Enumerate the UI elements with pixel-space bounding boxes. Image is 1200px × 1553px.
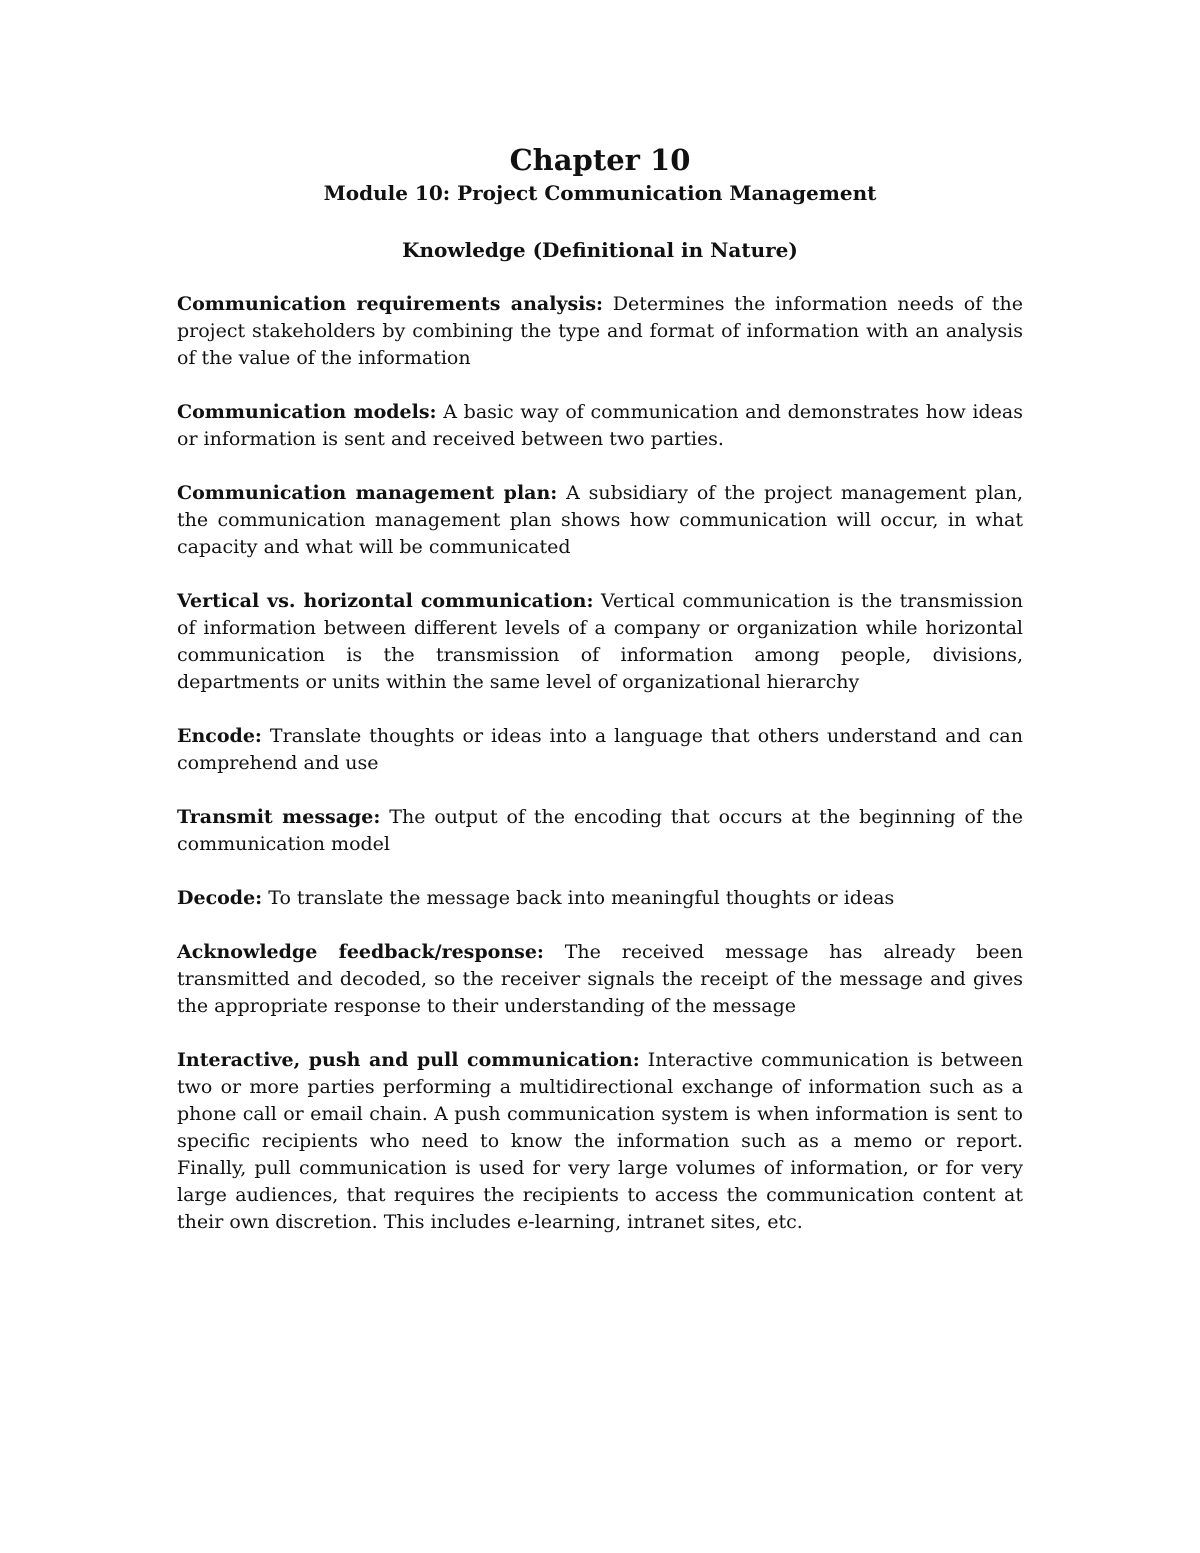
- definition-term: Communication management plan:: [177, 482, 558, 504]
- definition-term: Acknowledge feedback/response:: [177, 941, 544, 963]
- definition-text: A basic way of communication and demonstrates how ideas or information is sent and received between two parties.: [177, 401, 1023, 450]
- definition-communication-management-plan: [177, 480, 1023, 561]
- document-content: [177, 140, 1023, 1263]
- definition-text: The received message has already been transmitted and decoded, so the receiver signals the receipt of the message and gives the appropriate response to their understanding of the message: [177, 941, 1024, 1017]
- definition-text: Interactive communication is between two or more parties performing a multidirectional exchange of information such as a phone call or email chain. A push communication system is when information is sent to specific recipients who need to know the information such as a memo or report. Finally, pull communication is used for very large volumes of information, or for very large audiences, that requires the recipients to access the communication content at their own discretion. This includes e-learning, intranet sites, etc.: [177, 1049, 1023, 1233]
- definition-encode: [177, 723, 1023, 777]
- definition-term: Encode:: [177, 725, 262, 747]
- definition-decode: [177, 885, 1023, 912]
- module-title: Module 10: Project Communication Management: [323, 181, 877, 205]
- definition-acknowledge-feedback-response: [177, 939, 1023, 1020]
- definition-communication-models: [177, 399, 1023, 453]
- definition-term: Communication models:: [177, 401, 437, 423]
- definition-text: The output of the encoding that occurs at the beginning of the communication model: [177, 806, 1023, 855]
- definition-transmit-message: [177, 804, 1023, 858]
- definition-text: Determines the information needs of the project stakeholders by combining the type and format of information with an analysis of the value of the information: [177, 293, 1023, 369]
- definition-text: Translate thoughts or ideas into a language that others understand and can comprehend and use: [177, 725, 1023, 774]
- definition-term: Vertical vs. horizontal communication:: [177, 590, 594, 612]
- definition-vertical-vs-horizontal-communication: [177, 588, 1023, 696]
- definition-term: Interactive, push and pull communication:: [177, 1049, 640, 1071]
- definition-term: Communication requirements analysis:: [177, 293, 604, 315]
- definition-text: A subsidiary of the project management plan, the communication management plan shows how communication will occur, in what capacity and what will be communicated: [177, 482, 1024, 558]
- definition-communication-requirements-analysis: [177, 291, 1023, 372]
- chapter-title: Chapter 10: [509, 143, 691, 177]
- definition-term: Transmit message:: [177, 806, 381, 828]
- definition-text: Vertical communication is the transmission of information between different levels of a company or organization while horizontal communication is the transmission of information among people, divisions, departments or units within the same level of organizational hierarchy: [177, 590, 1023, 693]
- section-heading: Knowledge (Definitional in Nature): [402, 238, 798, 262]
- definition-interactive-push-pull-communication: [177, 1047, 1023, 1236]
- definition-term: Decode:: [177, 887, 263, 909]
- definition-text: To translate the message back into meaningful thoughts or ideas: [268, 887, 895, 909]
